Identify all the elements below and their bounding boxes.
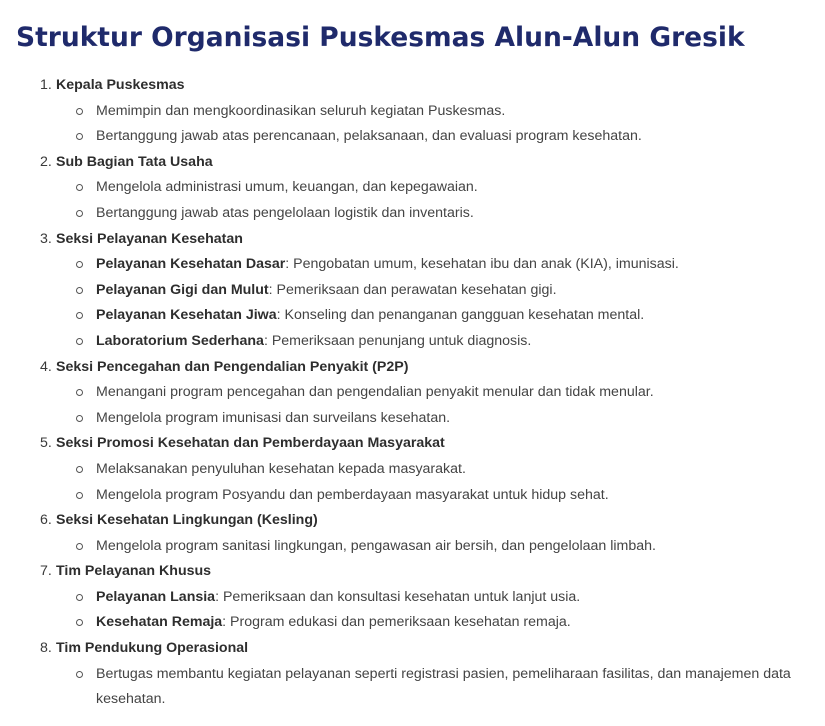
bullet-item-text: : Konseling dan penanganan gangguan kesehatan mental. xyxy=(276,307,645,324)
bullet-item-text: : Pemeriksaan dan konsultasi kesehatan untuk lanjut usia. xyxy=(215,588,581,605)
hollow-circle-bullet-icon xyxy=(76,415,83,422)
section-heading xyxy=(0,150,825,176)
bullet-list xyxy=(0,99,825,150)
bullet-item-text: : Pemeriksaan penunjang untuk diagnosis. xyxy=(263,332,532,349)
bullet-item-text: Mengelola program sanitasi lingkungan, pengawasan air bersih, dan pengelolaan limbah. xyxy=(96,537,656,554)
section-number: 1. xyxy=(40,77,52,93)
bullet-item xyxy=(0,252,825,278)
bullet-item xyxy=(0,406,825,432)
bullet-list xyxy=(0,380,825,431)
section-item xyxy=(0,636,825,713)
bullet-item xyxy=(0,175,825,201)
section-heading xyxy=(0,636,825,662)
bullet-item-term: Pelayanan Kesehatan Jiwa xyxy=(96,307,277,324)
section-title: Seksi Kesehatan Lingkungan (Kesling) xyxy=(56,512,318,529)
bullet-item-text: Mengelola administrasi umum, keuangan, dan kepegawaian. xyxy=(96,179,478,196)
bullet-item-text: : Program edukasi dan pemeriksaan kesehatan remaja. xyxy=(222,614,571,631)
bullet-item-term: Pelayanan Lansia xyxy=(96,588,216,605)
hollow-circle-bullet-icon xyxy=(76,312,83,319)
hollow-circle-bullet-icon xyxy=(76,492,83,499)
bullet-item xyxy=(0,610,825,636)
bullet-item-text: Bertanggung jawab atas perencanaan, pelaksanaan, dan evaluasi program kesehatan. xyxy=(96,128,642,145)
section-number: 8. xyxy=(40,640,52,657)
section-title: Sub Bagian Tata Usaha xyxy=(56,153,213,170)
bullet-item-text: Menangani program pencegahan dan pengendalian penyakit menular dan tidak menular. xyxy=(96,384,654,401)
section-list xyxy=(0,73,825,713)
section-item xyxy=(0,150,825,227)
bullet-item xyxy=(0,457,825,483)
bullet-item xyxy=(0,662,825,713)
section-heading xyxy=(0,355,825,381)
bullet-item xyxy=(0,585,825,611)
section-number: 5. xyxy=(40,435,52,452)
bullet-list xyxy=(0,662,825,713)
bullet-item-term: Pelayanan Kesehatan Dasar xyxy=(96,256,286,273)
bullet-list xyxy=(0,457,825,508)
bullet-list xyxy=(0,534,825,560)
section-item xyxy=(0,73,825,150)
bullet-item-text: Mengelola program imunisasi dan surveilans kesehatan. xyxy=(96,409,451,426)
section-title: Tim Pendukung Operasional xyxy=(56,640,249,657)
section-number: 6. xyxy=(40,512,52,529)
hollow-circle-bullet-icon xyxy=(76,210,83,217)
section-heading xyxy=(0,508,825,534)
hollow-circle-bullet-icon xyxy=(76,671,83,678)
section-number: 2. xyxy=(40,153,52,170)
section-item xyxy=(0,431,825,508)
bullet-item-text: : Pemeriksaan dan perawatan kesehatan gigi. xyxy=(268,281,557,298)
section-item xyxy=(0,355,825,432)
bullet-item xyxy=(0,124,825,150)
section-title: Seksi Pelayanan Kesehatan xyxy=(56,230,243,247)
hollow-circle-bullet-icon xyxy=(76,389,83,396)
bullet-list xyxy=(0,585,825,636)
hollow-circle-bullet-icon xyxy=(76,338,83,345)
bullet-item-term: Pelayanan Gigi dan Mulut xyxy=(96,281,269,298)
hollow-circle-bullet-icon xyxy=(76,261,83,268)
bullet-item-text: Melaksanakan penyuluhan kesehatan kepada masyarakat. xyxy=(96,460,466,477)
bullet-list xyxy=(0,175,825,226)
section-heading xyxy=(0,559,825,585)
bullet-item-text: Mengelola program Posyandu dan pemberdayaan masyarakat untuk hidup sehat. xyxy=(96,486,609,503)
section-title: Tim Pelayanan Khusus xyxy=(56,563,212,580)
bullet-item xyxy=(0,380,825,406)
section-number: 3. xyxy=(40,230,52,247)
bullet-item xyxy=(0,99,825,125)
section-item xyxy=(0,508,825,559)
bullet-item-term: Laboratorium Sederhana xyxy=(96,332,264,349)
page-title: Struktur Organisasi Puskesmas Alun-Alun Gresik xyxy=(16,22,745,53)
section-title: Seksi Pencegahan dan Pengendalian Penyakit (P2P) xyxy=(56,358,409,375)
bullet-item-text: Memimpin dan mengkoordinasikan seluruh kegiatan Puskesmas. xyxy=(96,102,506,119)
bullet-list xyxy=(0,252,825,354)
bullet-item xyxy=(0,534,825,560)
bullet-item xyxy=(0,278,825,304)
bullet-item xyxy=(0,483,825,509)
section-heading xyxy=(0,73,825,99)
hollow-circle-bullet-icon xyxy=(76,466,83,473)
hollow-circle-bullet-icon xyxy=(76,594,83,601)
hollow-circle-bullet-icon xyxy=(76,108,83,115)
section-heading xyxy=(0,431,825,457)
bullet-item-text: : Pengobatan umum, kesehatan ibu dan anak (KIA), imunisasi. xyxy=(285,256,679,273)
hollow-circle-bullet-icon xyxy=(76,543,83,550)
bullet-item xyxy=(0,201,825,227)
hollow-circle-bullet-icon xyxy=(76,287,83,294)
hollow-circle-bullet-icon xyxy=(76,619,83,626)
section-title: Seksi Promosi Kesehatan dan Pemberdayaan Masyarakat xyxy=(56,435,445,452)
section-heading xyxy=(0,227,825,253)
bullet-item-text: Bertanggung jawab atas pengelolaan logistik dan inventaris. xyxy=(96,204,474,221)
bullet-item-text: Bertugas membantu kegiatan pelayanan seperti registrasi pasien, pemeliharaan fasilitas, dan manajemen data kesehatan. xyxy=(96,665,791,708)
section-title: Kepala Puskesmas xyxy=(56,77,185,93)
hollow-circle-bullet-icon xyxy=(76,133,83,140)
hollow-circle-bullet-icon xyxy=(76,184,83,191)
bullet-item xyxy=(0,303,825,329)
bullet-item-term: Kesehatan Remaja xyxy=(96,614,223,631)
section-item xyxy=(0,559,825,636)
section-item xyxy=(0,227,825,355)
section-number: 4. xyxy=(40,358,52,375)
section-number: 7. xyxy=(40,563,52,580)
bullet-item xyxy=(0,329,825,355)
